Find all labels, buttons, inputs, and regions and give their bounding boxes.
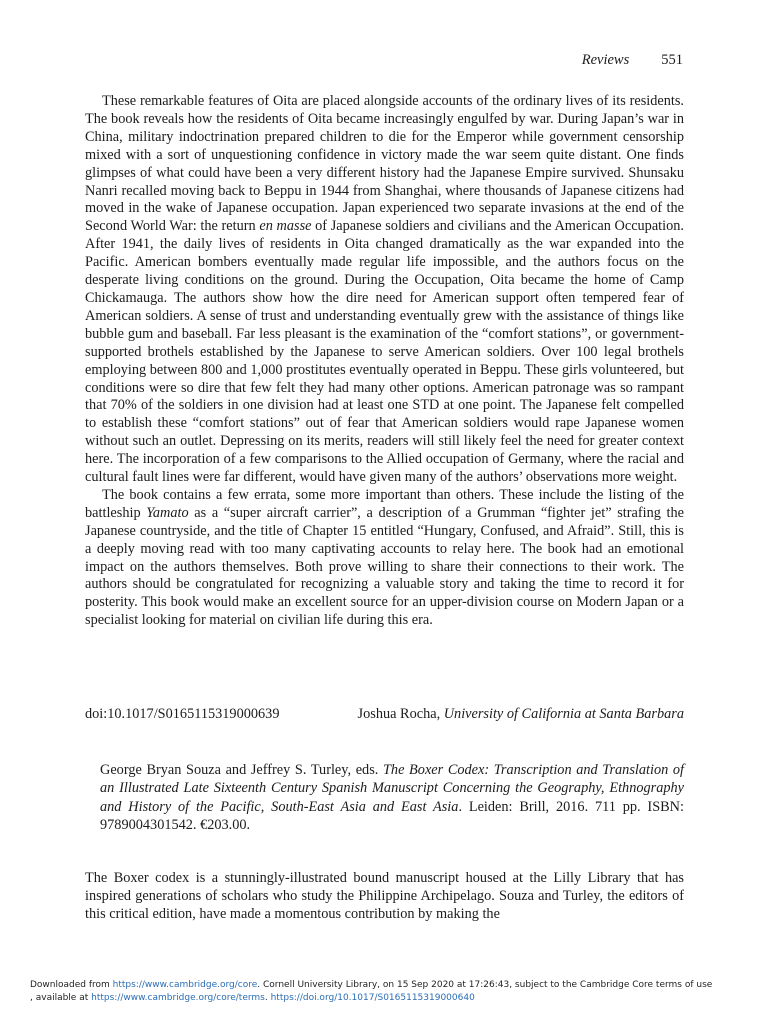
review-paragraph <box>85 487 684 630</box>
footer-line-1 <box>30 979 748 992</box>
book-citation <box>100 761 684 835</box>
download-footer <box>30 979 748 1005</box>
doi-link[interactable]: https://doi.org/10.1017/S0165115319000640 <box>270 993 475 1003</box>
review-signature <box>85 705 684 723</box>
review2-body <box>85 870 684 924</box>
paragraph-text: as a “super aircraft carrier”, a description of a Grumman “fighter jet” strafing the Japanese countryside, and the title of Chapter 15 entitled “Hungary, Confused, and Afraid”. Still, this is a deeply moving read with too many captivating accounts to relay here. The book had an emotional impact on the authors themselves. Both prove willing to share their connections to their work. The authors should be congratulated for recognizing a valuable story and taking the time to record it for posterity. This book would make an excellent source for an upper-division course on Modern Japan or a specialist looking for material on civilian life during this era. <box>85 504 684 629</box>
footer-separator: . <box>264 993 271 1003</box>
reviewer-affiliation: University of California at Santa Barbara <box>443 706 684 722</box>
section-title: Reviews <box>581 52 630 68</box>
review-body <box>85 93 684 630</box>
terms-link[interactable]: https://www.cambridge.org/core/terms <box>91 993 265 1003</box>
paragraph-text: The book contains a few errata, some more important than others. These include the listing of the battleship <box>85 486 684 521</box>
running-head <box>582 50 683 70</box>
review2-opening-paragraph: The Boxer codex is a stunningly-illustrated bound manuscript housed at the Lilly Library that has inspired generations of scholars who study the Philippine Archipelago. Souza and Turley, the editors of this critical edition, have made a momentous contribution by making the <box>85 870 684 922</box>
footer-available-at: , available at <box>30 993 92 1003</box>
paragraph-text: These remarkable features of Oita are placed alongside accounts of the ordinary lives of its residents. The book reveals how the residents of Oita became increasingly engulfed by war. During Japan’s war in China, military indoctrination prepared children to die for the Emperor while government censorship mixed with a sort of unquestioning confidence in victory made the war seem quite distant. One finds glimpses of what could have been a very different history had the Japanese Empire survived. Shunsaku Nanri recalled moving back to Beppu in 1944 from Shanghai, where thousands of Japanese citizens had moved in the wake of Japanese occupation. Japan experienced two separate invasions at the end of the Second World War: the return <box>85 93 684 235</box>
cambridge-core-link[interactable]: https://www.cambridge.org/core <box>112 980 258 990</box>
doi-text: doi:10.1017/S0165115319000639 <box>85 706 280 722</box>
italic-text: en masse <box>259 218 312 235</box>
citation-title: The Boxer Codex: Transcription and Translation of an Illustrated Late Sixteenth Century Spanish Manuscript Concerning the Geography, Ethnography and History of the Pacific, South-East Asia and East Asia <box>100 762 685 815</box>
page-number: 551 <box>661 52 683 68</box>
reviewer <box>358 705 684 723</box>
review-paragraph <box>85 93 684 487</box>
footer-prefix: Downloaded from <box>30 980 113 990</box>
footer-line-2 <box>30 992 748 1005</box>
reviewer-name: Joshua Rocha, <box>357 706 441 722</box>
citation-publisher-info: . Leiden: Brill, 2016. 711 pp. ISBN: 9789004301542. €203.00. <box>100 798 684 834</box>
paragraph-text: of Japanese soldiers and civilians and the American Occupation. After 1941, the daily lives of residents in Oita changed dramatically as the war expanded into the Pacific. American bombers eventually made regular life impossible, and the authors focus on the desperate living conditions on the ground. During the Occupation, Oita became the home of Camp Chickamauga. The authors show how the dire need for American support often tempered fear of American soldiers. A sense of trust and understanding eventually grew with the assistance of things like bubble gum and baseball. Far less pleasant is the examination of the “comfort stations”, or government-supported brothels established by the Japanese to serve American soldiers. Over 100 legal brothels employing between 800 and 1,000 prostitutes eventually operated in Beppu. These girls volunteered, but conditions were so dire that few felt they had many other options. American patronage was so rampant that 70% of the soldiers in one division had at least one STD at one point. The Japanese felt compelled to establish these “comfort stations” out of fear that American soldiers would rape Japanese women without such an outlet. Depressing on its merits, readers will still likely feel the need for greater context here. The incorporation of a few comparisons to the Allied occupation of Germany, where the racial and cultural fault lines were far different, would have given many of the authors’ observations more weight. <box>85 218 684 486</box>
footer-access-info: . Cornell University Library, on 15 Sep 2020 at 17:26:43, subject to the Cambridge Core terms of use <box>257 980 713 990</box>
citation-authors: George Bryan Souza and Jeffrey S. Turley, eds. <box>100 762 379 778</box>
italic-text: Yamato <box>146 504 189 521</box>
